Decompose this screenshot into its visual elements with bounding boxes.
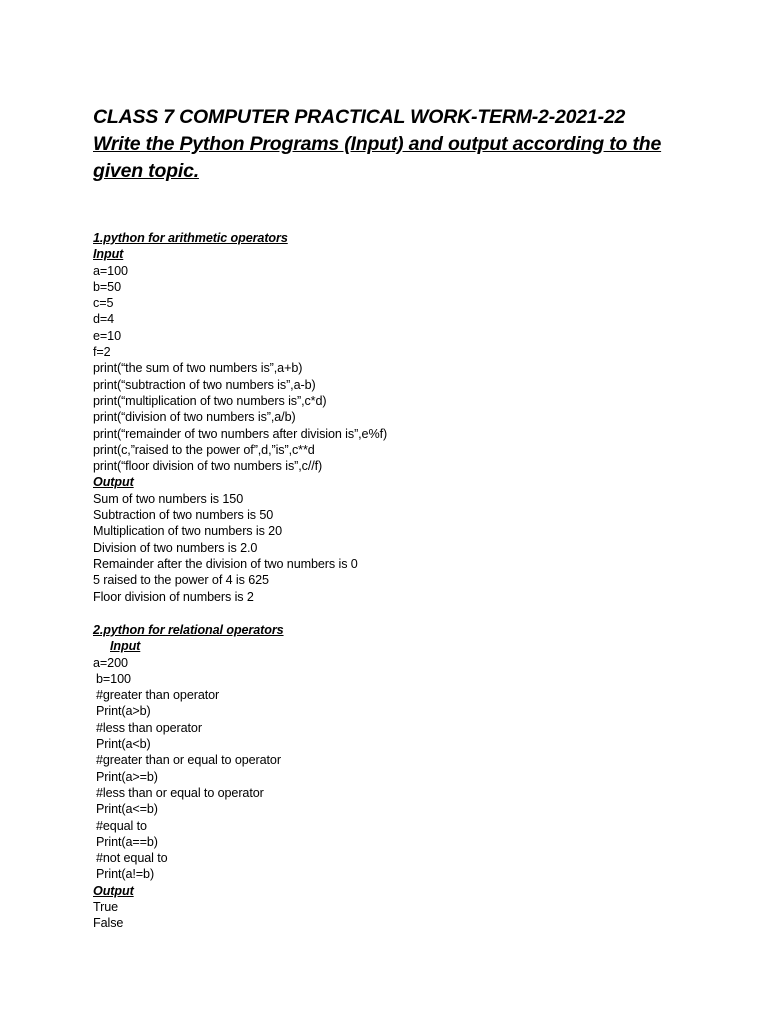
code-line: b=50	[93, 279, 121, 294]
code-comment: #less than operator	[96, 720, 202, 735]
code-line: b=100	[96, 671, 131, 686]
output-line: Floor division of numbers is 2	[93, 589, 254, 604]
code-line: a=200	[93, 655, 128, 670]
code-comment: #greater than or equal to operator	[96, 753, 281, 768]
output-line: True	[93, 900, 119, 915]
code-line: a=100	[93, 263, 128, 278]
title-line-1: CLASS 7 COMPUTER PRACTICAL WORK-TERM-2-2021-22	[93, 106, 626, 128]
output-label: Output	[93, 883, 134, 898]
code-line: print(“floor division of two numbers is”,c//f)	[93, 459, 323, 474]
title-line-3: given topic.	[93, 160, 199, 182]
code-line: f=2	[93, 345, 111, 360]
code-line: e=10	[93, 328, 121, 343]
output-line: Multiplication of two numbers is 20	[93, 524, 282, 539]
code-line: Print(a<b)	[96, 737, 151, 752]
section-arithmetic-operators	[93, 230, 713, 605]
code-line: Print(a>b)	[96, 704, 151, 719]
code-line: c=5	[93, 296, 114, 311]
output-line: False	[93, 916, 124, 931]
code-line: print(“multiplication of two numbers is”,c*d)	[93, 393, 327, 408]
code-line: Print(a>=b)	[96, 769, 158, 784]
input-label: Input	[93, 247, 124, 262]
output-line: Subtraction of two numbers is 50	[93, 508, 274, 523]
input-label: Input	[110, 639, 141, 654]
output-line: 5 raised to the power of 4 is 625	[93, 573, 269, 588]
section-heading: 1.python for arithmetic operators	[93, 231, 288, 245]
code-line: d=4	[93, 312, 115, 327]
code-line: Print(a==b)	[96, 834, 158, 849]
code-comment: #less than or equal to operator	[96, 785, 264, 800]
code-line: Print(a!=b)	[96, 867, 155, 882]
output-label: Output	[93, 475, 134, 490]
code-line: Print(a<=b)	[96, 802, 158, 817]
code-line: print(“subtraction of two numbers is”,a-b)	[93, 377, 316, 392]
output-line: Remainder after the division of two numbers is 0	[93, 556, 358, 571]
output-line: Division of two numbers is 2.0	[93, 540, 258, 555]
code-line: print(“remainder of two numbers after division is”,e%f)	[93, 426, 388, 441]
code-line: print(“the sum of two numbers is”,a+b)	[93, 361, 303, 376]
document-title	[93, 104, 733, 185]
title-line-2: Write the Python Programs (Input) and output according to the	[93, 133, 662, 155]
code-comment: #not equal to	[96, 851, 168, 866]
code-line: print(c,”raised to the power of”,d,”is”,c**d	[93, 442, 315, 457]
code-comment: #equal to	[96, 818, 147, 833]
section-heading: 2.python for relational operators	[93, 623, 284, 637]
output-line: Sum of two numbers is 150	[93, 491, 244, 506]
code-line: print(“division of two numbers is”,a/b)	[93, 410, 296, 425]
section-relational-operators	[93, 622, 713, 932]
code-comment: #greater than operator	[96, 688, 220, 703]
